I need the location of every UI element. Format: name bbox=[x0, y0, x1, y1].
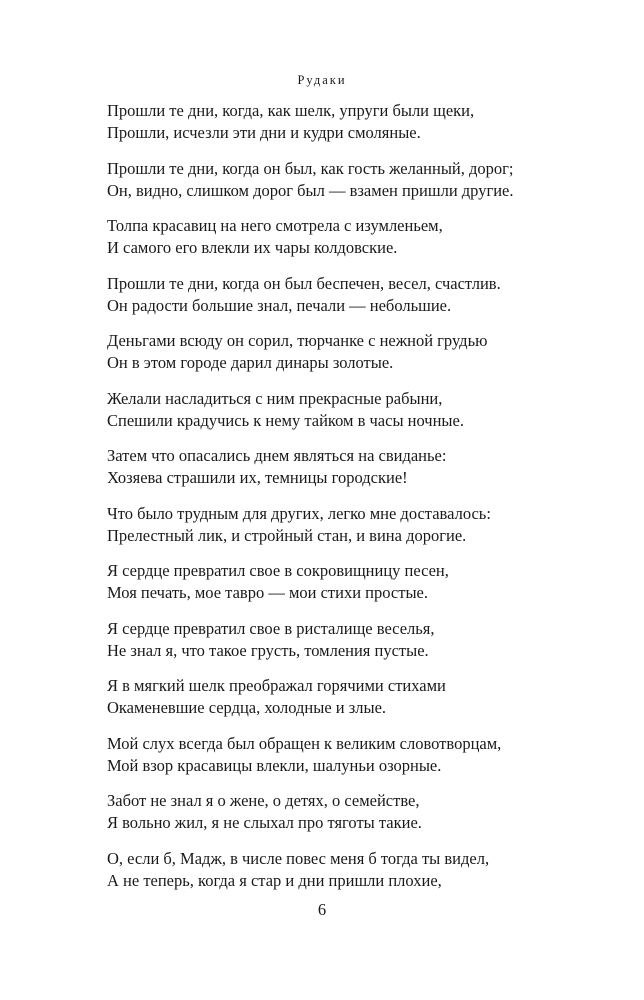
poem-line: Я в мягкий шелк преображал горячими стихами bbox=[107, 676, 446, 695]
poem-line: Забот не знал я о жене, о детях, о семействе, bbox=[107, 791, 420, 810]
poem-line: Мой слух всегда был обращен к великим словотворцам, bbox=[107, 733, 502, 753]
stanza bbox=[107, 158, 577, 216]
poem-line: Моя печать, мое тавро — мои стихи простые. bbox=[107, 583, 428, 602]
poem-line: Он радости большие знал, печали — небольшие. bbox=[107, 295, 452, 315]
poem-line: Мой взор красавицы влекли, шалуньи озорные. bbox=[107, 755, 442, 775]
poem-line: О, если б, Мадж, в числе повес меня б тогда ты видел, bbox=[107, 848, 490, 868]
stanza bbox=[107, 215, 577, 273]
poem-line: А не теперь, когда я стар и дни пришли плохие, bbox=[107, 870, 442, 890]
poem-line: Он в этом городе дарил динары золотые. bbox=[107, 353, 394, 372]
poem-line: Прошли, исчезли эти дни и кудри смоляные. bbox=[107, 123, 421, 142]
poem-body bbox=[107, 100, 577, 905]
poem-line: Хозяева страшили их, темницы городские! bbox=[107, 468, 408, 487]
stanza bbox=[107, 330, 577, 388]
stanza bbox=[107, 273, 577, 331]
poem-line: Окаменевшие сердца, холодные и злые. bbox=[107, 698, 387, 717]
stanza bbox=[107, 100, 577, 158]
stanza bbox=[107, 675, 577, 733]
poem-line: Затем что опасались днем являться на свиданье: bbox=[107, 446, 447, 465]
stanza bbox=[107, 560, 577, 618]
poem-line: Я вольно жил, я не слыхал про тяготы такие. bbox=[107, 813, 422, 832]
poem-line: Прелестный лик, и стройный стан, и вина дорогие. bbox=[107, 525, 467, 545]
stanza bbox=[107, 618, 577, 676]
poem-line: Желали насладиться с ним прекрасные рабыни, bbox=[107, 388, 443, 408]
stanza bbox=[107, 445, 577, 503]
poem-line: Толпа красавиц на него смотрела с изумленьем, bbox=[107, 216, 443, 235]
poem-line: Я сердце превратил свое в ристалище веселья, bbox=[107, 618, 435, 638]
stanza bbox=[107, 848, 577, 906]
poem-line: Прошли те дни, когда, как шелк, упруги были щеки, bbox=[107, 101, 475, 120]
page-number: 6 bbox=[317, 900, 327, 919]
poem-line: И самого его влекли их чары колдовские. bbox=[107, 238, 398, 257]
poem-line: Что было трудным для других, легко мне доставалось: bbox=[107, 503, 491, 523]
running-head-title: Рудаки bbox=[297, 73, 347, 87]
stanza bbox=[107, 388, 577, 446]
stanza bbox=[107, 503, 577, 561]
poem-line: Я сердце превратил свое в сокровищницу песен, bbox=[107, 561, 449, 580]
poem-line: Не знал я, что такое грусть, томления пустые. bbox=[107, 640, 429, 660]
poem-line: Прошли те дни, когда он был, как гость желанный, дорог; bbox=[107, 158, 514, 178]
poem-line: Прошли те дни, когда он был беспечен, весел, счастлив. bbox=[107, 273, 501, 293]
poem-line: Он, видно, слишком дорог был — взамен пришли другие. bbox=[107, 180, 514, 200]
stanza bbox=[107, 733, 577, 791]
poem-line: Деньгами всюду он сорил, тюрчанке с нежной грудью bbox=[107, 331, 488, 350]
stanza bbox=[107, 790, 577, 848]
poem-line: Спешили крадучись к нему тайком в часы ночные. bbox=[107, 410, 464, 430]
